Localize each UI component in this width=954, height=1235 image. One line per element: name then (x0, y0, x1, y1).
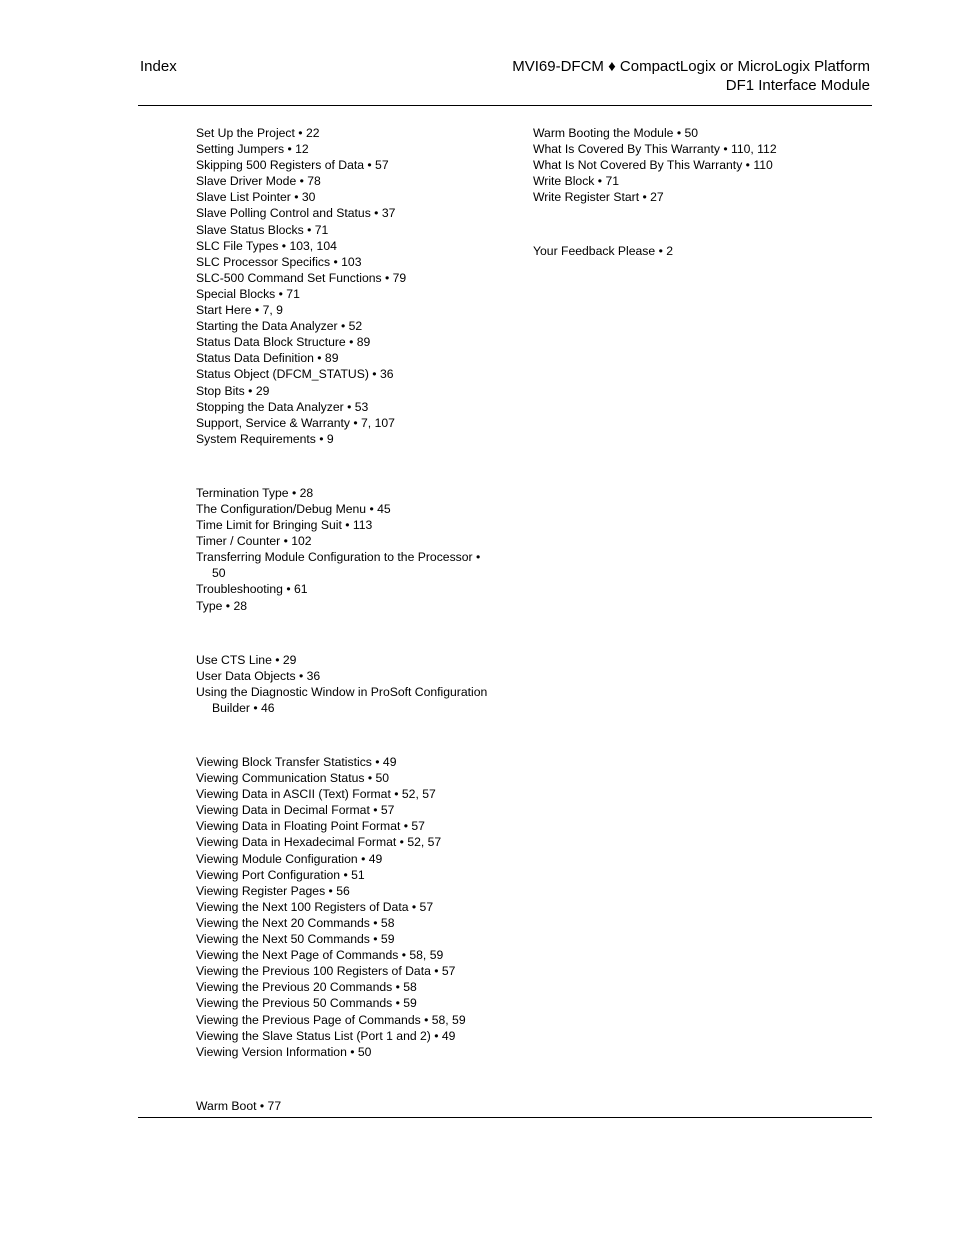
index-column-left (196, 125, 486, 1114)
index-entry: System Requirements • 9 (196, 431, 334, 446)
index-entry: Viewing Data in Decimal Format • 57 (196, 803, 395, 818)
index-entry: SLC File Types • 103, 104 (196, 238, 337, 253)
index-entry: Warm Boot • 77 (196, 1098, 282, 1113)
index-entry: Viewing Communication Status • 50 (196, 771, 390, 786)
index-entry: Setting Jumpers • 12 (196, 142, 309, 157)
index-entry: Write Block • 71 (533, 174, 619, 189)
index-entry: Start Here • 7, 9 (196, 303, 283, 318)
group-spacer (196, 447, 486, 485)
index-entry: Warm Booting the Module • 50 (533, 126, 699, 140)
index-entry: Viewing Data in Hexadecimal Format • 52, 57 (196, 835, 442, 850)
index-column-right (533, 125, 833, 260)
header-rule (138, 105, 872, 106)
index-entry: What Is Covered By This Warranty • 110, 112 (533, 142, 777, 157)
index-entry: Set Up the Project • 22 (196, 126, 320, 140)
title-line-1: MVI69-DFCM ♦ CompactLogix or MicroLogix Platform (512, 58, 870, 75)
index-entry: Slave Status Blocks • 71 (196, 222, 329, 237)
index-entry: Special Blocks • 71 (196, 286, 300, 301)
group-spacer (196, 1060, 486, 1098)
index-entry: Skipping 500 Registers of Data • 57 (196, 158, 389, 173)
index-entry: Use CTS Line • 29 (196, 652, 297, 667)
index-entry: SLC Processor Specifics • 103 (196, 254, 362, 269)
index-entry: Troubleshooting • 61 (196, 582, 308, 597)
index-entry: Status Data Definition • 89 (196, 351, 339, 366)
index-group-v (196, 754, 486, 1060)
index-entry: Timer / Counter • 102 (196, 534, 312, 549)
index-entry: Viewing the Next Page of Commands • 58, 59 (196, 948, 444, 963)
index-entry: Viewing Register Pages • 56 (196, 883, 350, 898)
index-entry: Termination Type • 28 (196, 485, 314, 500)
index-entry: Stopping the Data Analyzer • 53 (196, 399, 369, 414)
index-entry: Status Data Block Structure • 89 (196, 335, 371, 350)
index-entry: User Data Objects • 36 (196, 668, 321, 683)
index-entry: Your Feedback Please • 2 (533, 244, 674, 259)
index-entry: Viewing the Previous Page of Commands • 58, 59 (196, 1012, 466, 1027)
index-entry: Slave List Pointer • 30 (196, 190, 316, 205)
index-entry: Type • 28 (196, 598, 248, 613)
index-entry: Viewing Data in Floating Point Format • 57 (196, 819, 425, 834)
title-line-2: DF1 Interface Module (725, 77, 870, 94)
index-entry: Support, Service & Warranty • 7, 107 (196, 415, 395, 430)
index-entry: Status Object (DFCM_STATUS) • 36 (196, 367, 394, 382)
index-entry: Viewing the Previous 50 Commands • 59 (196, 996, 417, 1011)
group-spacer (196, 716, 486, 754)
index-entry: Viewing Block Transfer Statistics • 49 (196, 755, 397, 769)
index-entry: Viewing the Slave Status List (Port 1 and 2) • 49 (196, 1028, 456, 1043)
index-entry: Using the Diagnostic Window in ProSoft Configuration Builder • 46 (196, 684, 488, 715)
index-group-y (533, 243, 833, 259)
index-entry: Slave Polling Control and Status • 37 (196, 206, 396, 221)
index-entry: Stop Bits • 29 (196, 383, 270, 398)
index-entry: Write Register Start • 27 (533, 190, 664, 205)
index-entry: Slave Driver Mode • 78 (196, 174, 321, 189)
index-entry: Viewing the Next 100 Registers of Data • 57 (196, 899, 434, 914)
index-entry: Viewing Version Information • 50 (196, 1044, 372, 1059)
index-entry: The Configuration/Debug Menu • 45 (196, 501, 391, 516)
index-group-s (196, 125, 486, 447)
index-entry: Viewing Data in ASCII (Text) Format • 52, 57 (196, 787, 436, 802)
index-entry: SLC-500 Command Set Functions • 79 (196, 270, 407, 285)
index-group-w-cont (533, 125, 833, 205)
index-group-u (196, 652, 486, 716)
group-spacer (196, 614, 486, 652)
index-entry: Viewing the Previous 20 Commands • 58 (196, 980, 417, 995)
index-entry: Viewing Port Configuration • 51 (196, 867, 365, 882)
index-entry: Viewing Module Configuration • 49 (196, 851, 383, 866)
index-entry: What Is Not Covered By This Warranty • 110 (533, 158, 773, 173)
index-entry: Time Limit for Bringing Suit • 113 (196, 518, 373, 533)
footer-rule (138, 1117, 872, 1118)
page-header-title (512, 57, 870, 95)
index-group-w (196, 1098, 486, 1114)
index-entry: Viewing the Next 50 Commands • 59 (196, 932, 395, 947)
page-header-section: Index (140, 58, 177, 75)
index-entry: Transferring Module Configuration to the Processor • 50 (196, 550, 481, 581)
index-group-t (196, 485, 486, 614)
index-entry: Starting the Data Analyzer • 52 (196, 319, 363, 334)
index-entry: Viewing the Next 20 Commands • 58 (196, 915, 395, 930)
index-entry: Viewing the Previous 100 Registers of Data • 57 (196, 964, 456, 979)
group-spacer (533, 205, 833, 243)
